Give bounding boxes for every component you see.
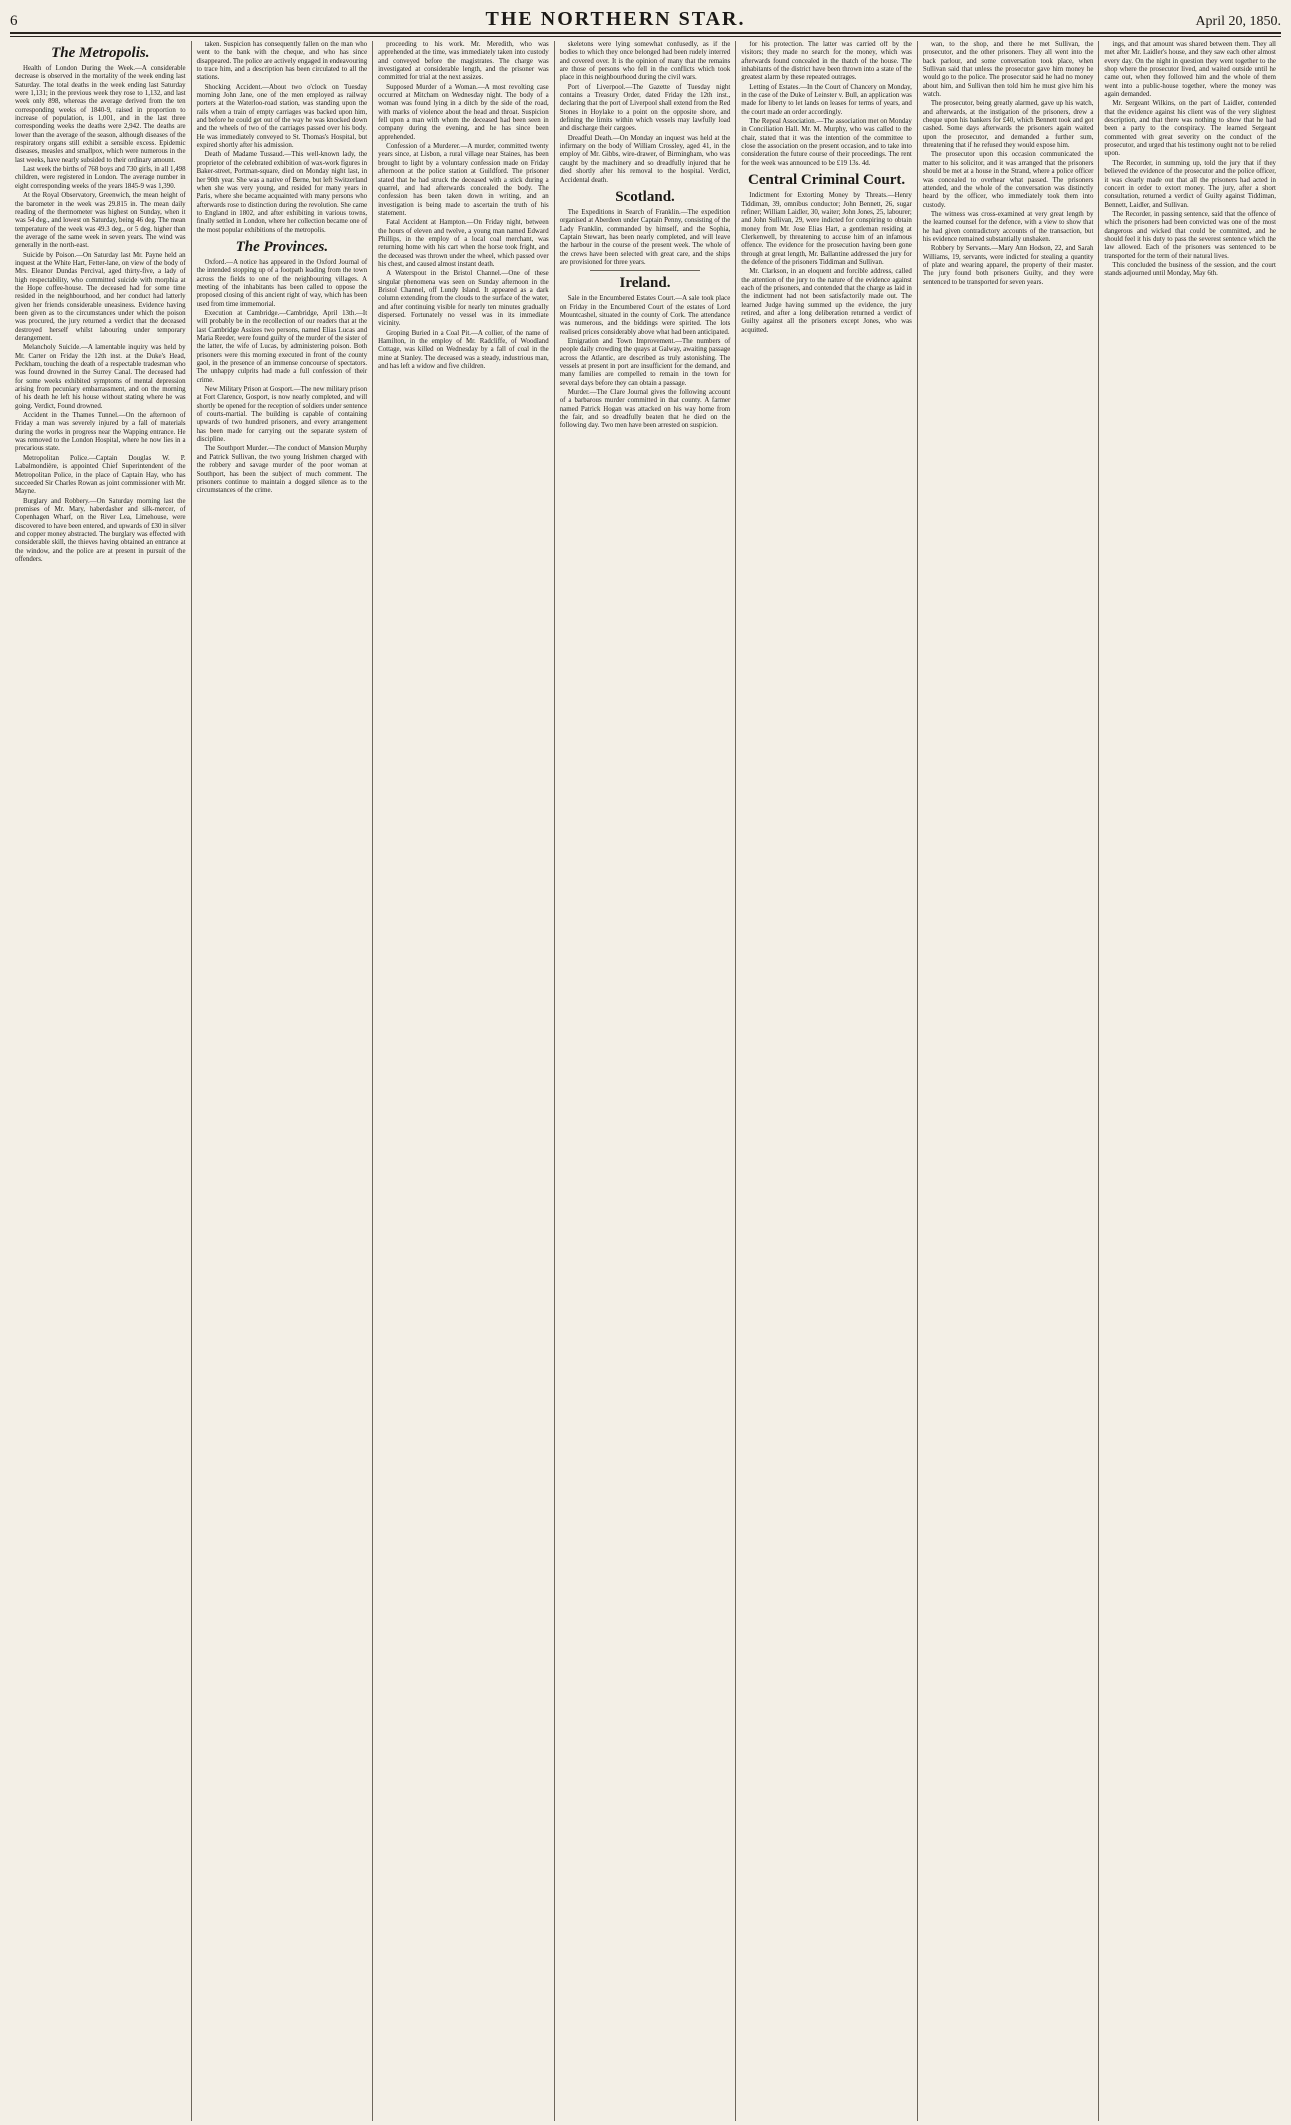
article-paragraph: ings, and that amount was shared between them. They all met after Mr. Laidler's house, and they saw each other almost every day. On the night in question they went together to the shop where the prosecutor lived, and waited outside until he came out, when they followed him and the whole of them went into a public-house together, where the money was again demanded. <box>1104 41 1276 99</box>
article-paragraph: Sale in the Encumbered Estates Court.—A sale took place on Friday in the Encumbered Court of the estates of Lord Mountcashel, situated in the county of Cork. The attendance was numerous, and the biddings were spirited. The lots realised prices considerably above what had been anticipated. <box>559 295 731 336</box>
article-paragraph: Metropolitan Police.—Captain Douglas W. P. Labalmondière, is appointed Chief Superintendent of the Metropolitan Police, in the place of Captain Hay, who has succeeded Sir Charles Rowan as joint commissioner with Mr. Mayne. <box>15 454 186 496</box>
article-paragraph: Groping Buried in a Coal Pit.—A collier, of the name of Hamilton, in the employ of Mr. Radcliffe, of Woodland Cottage, was killed on Wednesday by a fall of coal in the mine at Stanley. The deceased was a steady, industrious man, and has left a widow and five children. <box>378 329 549 371</box>
column-6 <box>918 41 1100 2121</box>
article-paragraph: Mr. Sergeant Wilkins, on the part of Laidler, contended that the evidence against his client was of the very slightest description, and that there was nothing to show that he had been a party to the conspiracy. The learned Sergeant commented with great severity on the conduct of the prosecutor, and urged that his testimony ought not to be relied upon. <box>1104 100 1276 158</box>
page-number: 6 <box>10 13 18 29</box>
article-paragraph: taken. Suspicion has consequently fallen on the man who went to the bank with the cheque, and who has since disappeared. The police are actively engaged in endeavouring to trace him, and a description has been circulated to all the stations. <box>196 41 368 82</box>
article-paragraph: The prosecutor upon this occasion communicated the matter to his solicitor, and it was arranged that the prisoners should be met at a house in the Strand, where a police officer was concealed to overhear what passed. The prisoners attended, and the whole of the conversation was distinctly heard by the officer, who immediately took them into custody. <box>922 151 1094 209</box>
article-paragraph: Murder.—The Clare Journal gives the following account of a barbarous murder committed in that county. A farmer named Patrick Hogan was attacked on his way home from the fair, and so dreadfully beaten that he died on the following day. Two men have been arrested on suspicion. <box>559 389 731 430</box>
masthead-rule-thin <box>10 36 1281 37</box>
article-paragraph: Emigration and Town Improvement.—The numbers of people daily crowding the quays at Galway, awaiting passage across the Atlantic, are described as truly astonishing. The vessels at present in port are insufficient for the demand, and many families are compelled to remain in the town for several days before they can obtain a passage. <box>559 337 731 387</box>
article-paragraph: The Repeal Association.—The association met on Monday in Conciliation Hall. Mr. M. Murphy, who was called to the chair, stated that it was the intention of the committee to close the association on the present occasion, and to take into consideration the future course of their proceedings. The rent for the week was announced to be £19 13s. 4d. <box>741 118 912 167</box>
article-paragraph: Indictment for Extorting Money by Threats.—Henry Tiddiman, 39, omnibus conductor; John Bennett, 26, sugar refiner; William Laidler, 30, waiter; John Jones, 25, labourer; and John Sullivan, 29, were indicted for conspiring to obtain money from Mr. Jose Elias Hart, a gentleman residing at Clerkenwell, by threatening to accuse him of an infamous offence. The evidence for the prosecution having been gone through at great length, Mr. Ballantine addressed the jury for the defence of the prisoners Tiddiman and Sullivan. <box>741 192 912 266</box>
column-1 <box>10 41 192 2121</box>
article-paragraph: Port of Liverpool.—The Gazette of Tuesday night contains a Treasury Order, dated Friday the 12th inst., declaring that the port of Liverpool shall extend from the Red Stones in Hoylake to a point on the opposite shore, and defining the limits within which vessels may lawfully load and discharge their cargoes. <box>559 83 731 133</box>
newspaper-title: THE NORTHERN STAR. <box>485 8 746 30</box>
article-paragraph: Oxford.—A notice has appeared in the Oxford Journal of the intended stopping up of a footpath leading from the town across the fields to one of the neighbouring villages. A meeting of the inhabitants has been called to oppose the proposed closing of this ancient right of way, which has been used from time immemorial. <box>196 258 368 308</box>
column-5 <box>736 41 918 2121</box>
column-2 <box>192 41 374 2121</box>
section-heading: The Metropolis. <box>51 45 150 61</box>
article-paragraph: Health of London During the Week.—A considerable decrease is observed in the mortality of the week ending last Saturday. The total deaths in the week ending last Saturday were 1,131; in the previous week they rose to 1,132, and last week only 898, whereas the average derived from the ten corresponding weeks of 1840-9, raised in proportion to increase of population, is 1,001, and in the last three corresponding weeks the deaths were 2,942. The deaths are lower than the average of the season, although diseases of the respiratory organs still exhibit a sensible excess. Epidemic diseases, measles and smallpox, which were numerous in the last weeks, have nearly subsided to their ordinary amount. <box>15 65 186 164</box>
issue-date: April 20, 1850. <box>1195 14 1281 29</box>
article-paragraph: This concluded the business of the session, and the court stands adjourned until Monday, May 6th. <box>1104 261 1276 278</box>
article-paragraph: The Recorder, in passing sentence, said that the offence of which the prisoners had been convicted was one of the most dangerous and wicked that could be committed, and he should feel it his duty to pass the severest sentence which the law allowed. Each of the prisoners was sentenced to be transported for the term of their natural lives. <box>1104 210 1276 260</box>
article-paragraph: The Expeditions in Search of Franklin.—The expedition organised at Aberdeen under Captain Penny, consisting of the Lady Franklin, commanded by himself, and the Sophia, Captain Stewart, has been nearly completed, and will leave the harbour in the course of the present week. The whole of the crews have been selected with great care, and the ships are provisioned for three years. <box>559 208 731 266</box>
masthead <box>10 8 1281 30</box>
article-paragraph: proceeding to his work. Mr. Meredith, who was apprehended at the time, was immediately taken into custody and conveyed before the magistrates. The charge was investigated at considerable length, and the prisoner was committed for trial at the next assizes. <box>378 41 549 82</box>
article-paragraph: for his protection. The latter was carried off by the visitors; they made no search for the money, which was afterwards found concealed in the thatch of the house. The inhabitants of the district have been thrown into a state of the greatest alarm by these repeated outrages. <box>741 41 912 82</box>
article-paragraph: wan, to the shop, and there he met Sullivan, the prosecutor, and the other prisoners. They all went into the back parlour, and some conversation took place, when Sullivan said that unless the prosecutor gave him money he would go to the police. The prosecutor said he had no money about him, and Sullivan then told him he must give him his watch. <box>922 41 1094 99</box>
article-paragraph: Robbery by Servants.—Mary Ann Hodson, 22, and Sarah Williams, 19, servants, were indicted for stealing a quantity of plate and wearing apparel, the property of their master. The jury found both prisoners Guilty, and they were sentenced to be transported for seven years. <box>922 245 1094 286</box>
article-paragraph: Letting of Estates.—In the Court of Chancery on Monday, in the case of the Duke of Leinster v. Bull, an application was made for liberty to let lands on leases for terms of years, and the court made an order accordingly. <box>741 83 912 116</box>
section-heading: Central Criminal Court. <box>748 172 906 189</box>
article-paragraph: The prosecutor, being greatly alarmed, gave up his watch, and afterwards, at the instigation of the prisoners, drew a cheque upon his bankers for £40, which Bennett took and got cashed. Some days afterwards the prisoners again waited upon the prosecutor, and demanded a further sum, threatening that if he refused they would expose him. <box>922 100 1094 150</box>
section-heading: Ireland. <box>619 275 671 292</box>
article-paragraph: Shocking Accident.—About two o'clock on Tuesday morning John Jane, one of the men employed as railway porters at the Waterloo-road station, was standing upon the rails when a train of empty carriages was backed upon him, and before he could get out of the way he was knocked down and the wheels of two of the carriages passed over his body. He was immediately conveyed to St. Thomas's Hospital, but expired shortly after his admission. <box>196 83 368 150</box>
article-paragraph: Fatal Accident at Hampton.—On Friday night, between the hours of eleven and twelve, a young man named Edward Phillips, in the employ of a local coal merchant, was returning home with his cart when the horse took fright, and the deceased was thrown under the wheel, which passed over his chest, and caused almost instant death. <box>378 219 549 268</box>
column-3 <box>373 41 555 2121</box>
section-heading: The Provinces. <box>235 238 329 255</box>
article-paragraph: Supposed Murder of a Woman.—A most revolting case occurred at Mitcham on Wednesday night. The body of a woman was found lying in a ditch by the side of the road, with marks of violence about the head and throat. Suspicion fell upon a man with whom the deceased had been seen in company during the evening, and he has since been apprehended. <box>378 83 549 141</box>
column-7 <box>1099 41 1281 2121</box>
article-paragraph: New Military Prison at Gosport.—The new military prison at Fort Clarence, Gosport, is now nearly completed, and will shortly be opened for the reception of soldiers under sentence of courts-martial. The building is capable of containing upwards of two hundred prisoners, and every arrangement has been made for carrying out the separate system of discipline. <box>196 386 368 444</box>
article-paragraph: Confession of a Murderer.—A murder, committed twenty years since, at Lisbon, a rural village near Staines, has been brought to light by a voluntary confession made on Friday afternoon at the police station at Guildford. The prisoner stated that he had struck the deceased with a stick during a quarrel, and had afterwards concealed the body. The confession has been taken down in writing, and an investigation is being made to ascertain the truth of his statement. <box>378 143 549 217</box>
article-paragraph: Death of Madame Tussaud.—This well-known lady, the proprietor of the celebrated exhibition of wax-work figures in Baker-street, Portman-square, died on Monday night last, in her 90th year. She was a native of Berne, but left Switzerland when she was very young, and resided for many years in Paris, where she became acquainted with many persons who afterwards rose to distinction during the revolution. She came to England in 1802, and after exhibiting in various towns, finally settled in London, where her collection became one of the most popular exhibitions of the metropolis. <box>196 151 368 234</box>
article-paragraph: Execution at Cambridge.—Cambridge, April 13th.—It will probably be in the recollection of our readers that at the last Cambridge Assizes two persons, named Elias Lucas and Maria Reeder, were found guilty of the murder of the sister of the latter, the wife of Lucas, by administering poison. Both prisoners were this morning executed in front of the county gaol, in the presence of an immense concourse of spectators. The unhappy culprits had made a full confession of their crime. <box>196 309 368 384</box>
article-paragraph: Last week the births of 768 boys and 730 girls, in all 1,498 children, were registered in London. The average number in eight corresponding weeks of the years 1845-9 was 1,390. <box>15 166 186 190</box>
article-paragraph: Melancholy Suicide.—A lamentable inquiry was held by Mr. Carter on Friday the 12th inst. at the Duke's Head, Peckham, touching the death of a respectable tradesman who was found drowned in the Surrey Canal. The deceased had for some weeks exhibited symptoms of mental depression arising from pecuniary embarrassment, and on the morning of his death he left his house without stating where he was going. Verdict, Found drowned. <box>15 344 186 410</box>
article-paragraph: Mr. Clarkson, in an eloquent and forcible address, called the attention of the jury to the nature of the evidence against each of the prisoners, and contended that the charge as laid in the indictment had not been satisfactorily made out. The learned Judge having summed up the evidence, the jury retired, and after a long deliberation returned a verdict of Guilty against all the prisoners except Jones, who was acquitted. <box>741 268 912 334</box>
article-columns <box>10 41 1281 2121</box>
article-paragraph: The Recorder, in summing up, told the jury that if they believed the evidence of the prosecutor and the police officer, it was clearly made out that all the prisoners had acted in concert in order to extort money. The jury, after a short consultation, returned a verdict of Guilty against Tiddiman, Bennett, Laidler, and Sullivan. <box>1104 159 1276 209</box>
article-paragraph: The Southport Murder.—The conduct of Mansion Murphy and Patrick Sullivan, the two young Irishmen charged with the robbery and savage murder of the poor woman at Southport, has been the subject of much comment. The prisoners continue to maintain a dogged silence as to the circumstances of the crime. <box>196 445 368 495</box>
article-paragraph: Dreadful Death.—On Monday an inquest was held at the infirmary on the body of William Crossley, aged 41, in the employ of Mr. Gibbs, wire-drawer, of Birmingham, who was caught by the machinery and so dreadfully injured that he died shortly after his removal to the hospital. Verdict, Accidental death. <box>559 134 731 184</box>
article-paragraph: Accident in the Thames Tunnel.—On the afternoon of Friday a man was severely injured by a fall of materials during the works in progress near the Wapping entrance. He was removed to the London Hospital, where he now lies in a precarious state. <box>15 412 186 453</box>
article-paragraph: At the Royal Observatory, Greenwich, the mean height of the barometer in the week was 29.815 in. The mean daily reading of the thermometer was highest on Sunday, when it was 54 deg., and lowest on Saturday, being 46 deg. The mean temperature of the week was 49.3 deg., or 5 deg. higher than the average of the same week in seven years. The wind was generally in the north-east. <box>15 192 186 250</box>
masthead-rule <box>10 32 1281 34</box>
article-paragraph: The witness was cross-examined at very great length by the learned counsel for the defence, with a view to show that he had given contradictory accounts of the transaction, but his evidence remained substantially unshaken. <box>922 210 1094 243</box>
article-paragraph: skeletons were lying somewhat confusedly, as if the bodies to which they once belonged had been rudely interred and covered over. It is the opinion of many that the remains are those of persons who fell in the conflicts which took place in this neighbourhood during the civil wars. <box>559 41 731 82</box>
article-paragraph: A Waterspout in the Bristol Channel.—One of these singular phenomena was seen on Sunday afternoon in the Bristol Channel, off Lundy Island. It appeared as a dark column extending from the clouds to the surface of the water, and after continuing visible for nearly ten minutes gradually dispersed. Fortunately no vessel was in its immediate vicinity. <box>378 270 549 328</box>
section-divider <box>590 270 701 271</box>
column-4 <box>555 41 737 2121</box>
section-heading: Scotland. <box>615 188 675 205</box>
article-paragraph: Suicide by Poison.—On Saturday last Mr. Payne held an inquest at the White Hart, Fetter-lane, on view of the body of Mrs. Eleanor Dundas Percival, aged thirty-five, a lady of high respectability, who committed suicide with morphia at the Hope coffee-house. The deceased had for some time resided in the neighbourhood, and her conduct had latterly given her friends considerable uneasiness. Evidence having been given as to the circumstances under which the poison was procured, the jury returned a verdict that the deceased destroyed herself whilst labouring under temporary derangement. <box>15 251 186 342</box>
article-paragraph: Burglary and Robbery.—On Saturday morning last the premises of Mr. Mary, haberdasher and silk-mercer, of Copenhagen Wharf, on the River Lea, Limehouse, were discovered to have been entered, and upwards of £30 in silver and copper money abstracted. The burglary was effected with considerable skill, the thieves having obtained an entrance at the window, and the police are at present in pursuit of the offenders. <box>15 497 186 563</box>
